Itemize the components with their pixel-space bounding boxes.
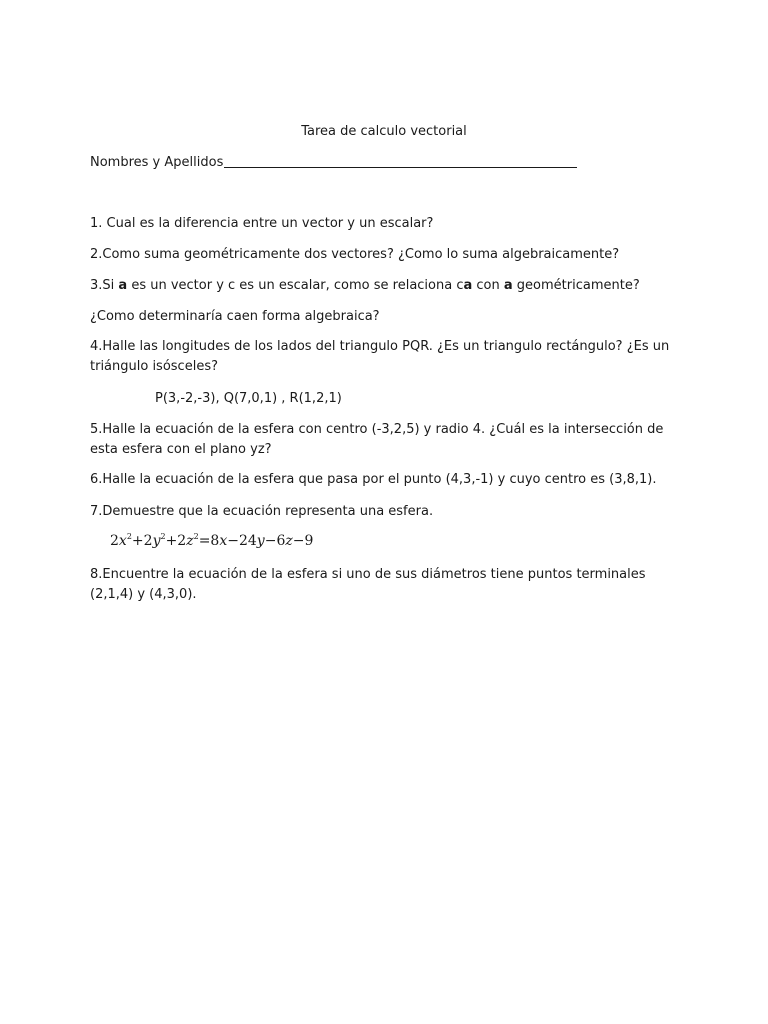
eq-exp-2: 2 — [160, 532, 166, 541]
question-1: 1. Cual es la diferencia entre un vector y un escalar? — [90, 216, 434, 231]
name-blank-underline — [224, 155, 577, 168]
question-5: 5.Halle la ecuación de la esfera con centro (-3,2,5) y radio 4. ¿Cuál es la intersección de esta esfera con el plano yz? — [90, 422, 664, 457]
q3-text-3: con — [472, 278, 504, 293]
eq-rhs-var-z: z — [285, 533, 293, 549]
q3-text-2: es un vector y c es un escalar, como se relaciona c — [127, 278, 464, 293]
eq-exp-1: 2 — [126, 532, 132, 541]
q3-text-4: geométricamente? — [512, 278, 640, 293]
name-field-line — [90, 154, 577, 172]
question-3 — [90, 277, 640, 295]
q3-bold-a-3: a — [503, 278, 513, 293]
question-2: 2.Como suma geométricamente dos vectores? ¿Como lo suma algebraicamente? — [90, 247, 620, 262]
name-label: Nombres y Apellidos — [90, 155, 224, 170]
question-8: 8.Encuentre la ecuación de la esfera si uno de sus diámetros tiene puntos terminales (2,1,4) y (4,3,0). — [90, 567, 646, 602]
eq-rhs-3: −6 — [264, 533, 286, 549]
eq-var-x: x — [118, 533, 127, 549]
eq-rhs-1: =8 — [198, 533, 220, 549]
eq-rhs-2: −24 — [227, 533, 257, 549]
eq-coef-1: 2 — [110, 533, 119, 549]
eq-rhs-var-x: x — [219, 533, 228, 549]
question-6: 6.Halle la ecuación de la esfera que pasa por el punto (4,3,-1) y cuyo centro es (3,8,1). — [90, 472, 657, 487]
question-4-points: P(3,-2,-3), Q(7,0,1) , R(1,2,1) — [155, 391, 342, 406]
document-title: Tarea de calculo vectorial — [301, 124, 467, 139]
eq-var-y: y — [152, 533, 161, 549]
eq-coef-2: +2 — [131, 533, 153, 549]
question-3-part-b: ¿Como determinaría caen forma algebraica? — [90, 309, 380, 324]
eq-var-z: z — [186, 533, 194, 549]
eq-rhs-var-y: y — [256, 533, 265, 549]
eq-coef-3: +2 — [165, 533, 187, 549]
q3-text-1: 3.Si — [90, 278, 119, 293]
q3-bold-a-2: a — [463, 278, 473, 293]
eq-exp-3: 2 — [193, 532, 199, 541]
question-7: 7.Demuestre que la ecuación representa una esfera. — [90, 504, 434, 519]
question-4: 4.Halle las longitudes de los lados del triangulo PQR. ¿Es un triangulo rectángulo? ¿Es un triángulo isósceles? — [90, 339, 670, 374]
eq-rhs-4: −9 — [292, 533, 314, 549]
sphere-equation — [110, 533, 313, 549]
q3-bold-a-1: a — [118, 278, 128, 293]
